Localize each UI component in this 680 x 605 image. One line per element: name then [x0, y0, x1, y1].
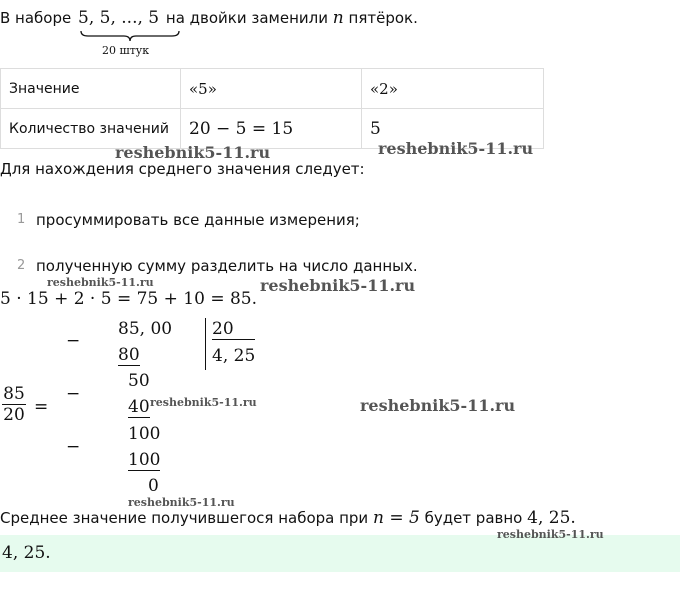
sum-equation: 5 · 15 + 2 · 5 = 75 + 10 = 85. — [0, 289, 258, 309]
variable-n: n — [332, 8, 344, 28]
table-row — [1, 69, 544, 109]
division-bar — [205, 318, 206, 370]
watermark: reshebnik5-11.ru — [47, 276, 154, 289]
watermark: reshebnik5-11.ru — [150, 396, 257, 409]
minus-sign: − — [66, 331, 81, 351]
watermark: reshebnik5-11.ru — [360, 396, 516, 415]
minus-sign: − — [66, 384, 81, 404]
conclusion-value: 4, 25. — [527, 508, 576, 528]
intro-prefix: В наборе — [0, 9, 72, 27]
quotient: 4, 25 — [212, 346, 256, 366]
underbrace — [80, 30, 180, 42]
divisor: 20 — [212, 319, 255, 340]
table-cell: 20 − 5 = 15 — [181, 109, 362, 149]
table-cell: Количество значений — [1, 109, 181, 149]
step-number: 1 — [17, 212, 26, 227]
watermark: reshebnik5-11.ru — [378, 139, 534, 158]
answer: 4, 25. — [2, 543, 51, 563]
step-text: просуммировать все данные измерения; — [36, 211, 360, 229]
table-cell: «5» — [181, 69, 362, 109]
condition: n = 5 — [372, 508, 420, 528]
dividend: 85, 00 — [118, 319, 173, 339]
watermark: reshebnik5-11.ru — [497, 528, 604, 541]
watermark: reshebnik5-11.ru — [128, 496, 235, 509]
subtrahend: 40 — [128, 397, 150, 417]
fraction-denominator: 20 — [3, 405, 25, 425]
fraction-numerator: 85 — [3, 384, 25, 404]
subtrahend: 80 — [118, 345, 140, 365]
conclusion-prefix: Среднее значение получившегося набора при — [0, 509, 369, 527]
subtrahend: 100 — [128, 450, 161, 470]
step-text: полученную сумму разделить на число данных. — [36, 257, 418, 275]
conclusion — [0, 508, 576, 528]
remainder: 50 — [128, 371, 150, 391]
fraction — [2, 384, 26, 425]
intro-sentence — [0, 8, 418, 28]
set-expression: 5, 5, ..., 5 — [78, 8, 160, 28]
brace-label: 20 штук — [102, 44, 150, 57]
table-cell: Значение — [1, 69, 181, 109]
intro-end: пятёрок. — [348, 9, 418, 27]
step-number: 2 — [17, 258, 26, 273]
table-cell: 5 — [362, 109, 544, 149]
remainder: 0 — [148, 476, 159, 496]
table-cell: «2» — [362, 69, 544, 109]
values-table — [0, 68, 544, 149]
conclusion-mid: будет равно — [424, 509, 523, 527]
watermark: reshebnik5-11.ru — [115, 143, 271, 162]
minus-sign: − — [66, 437, 81, 457]
equals-sign: = — [34, 397, 49, 417]
remainder: 100 — [128, 424, 161, 444]
watermark: reshebnik5-11.ru — [260, 276, 416, 295]
intro-suffix: на двойки заменили — [165, 9, 328, 27]
lead-text: Для нахождения среднего значения следует: — [0, 160, 365, 178]
